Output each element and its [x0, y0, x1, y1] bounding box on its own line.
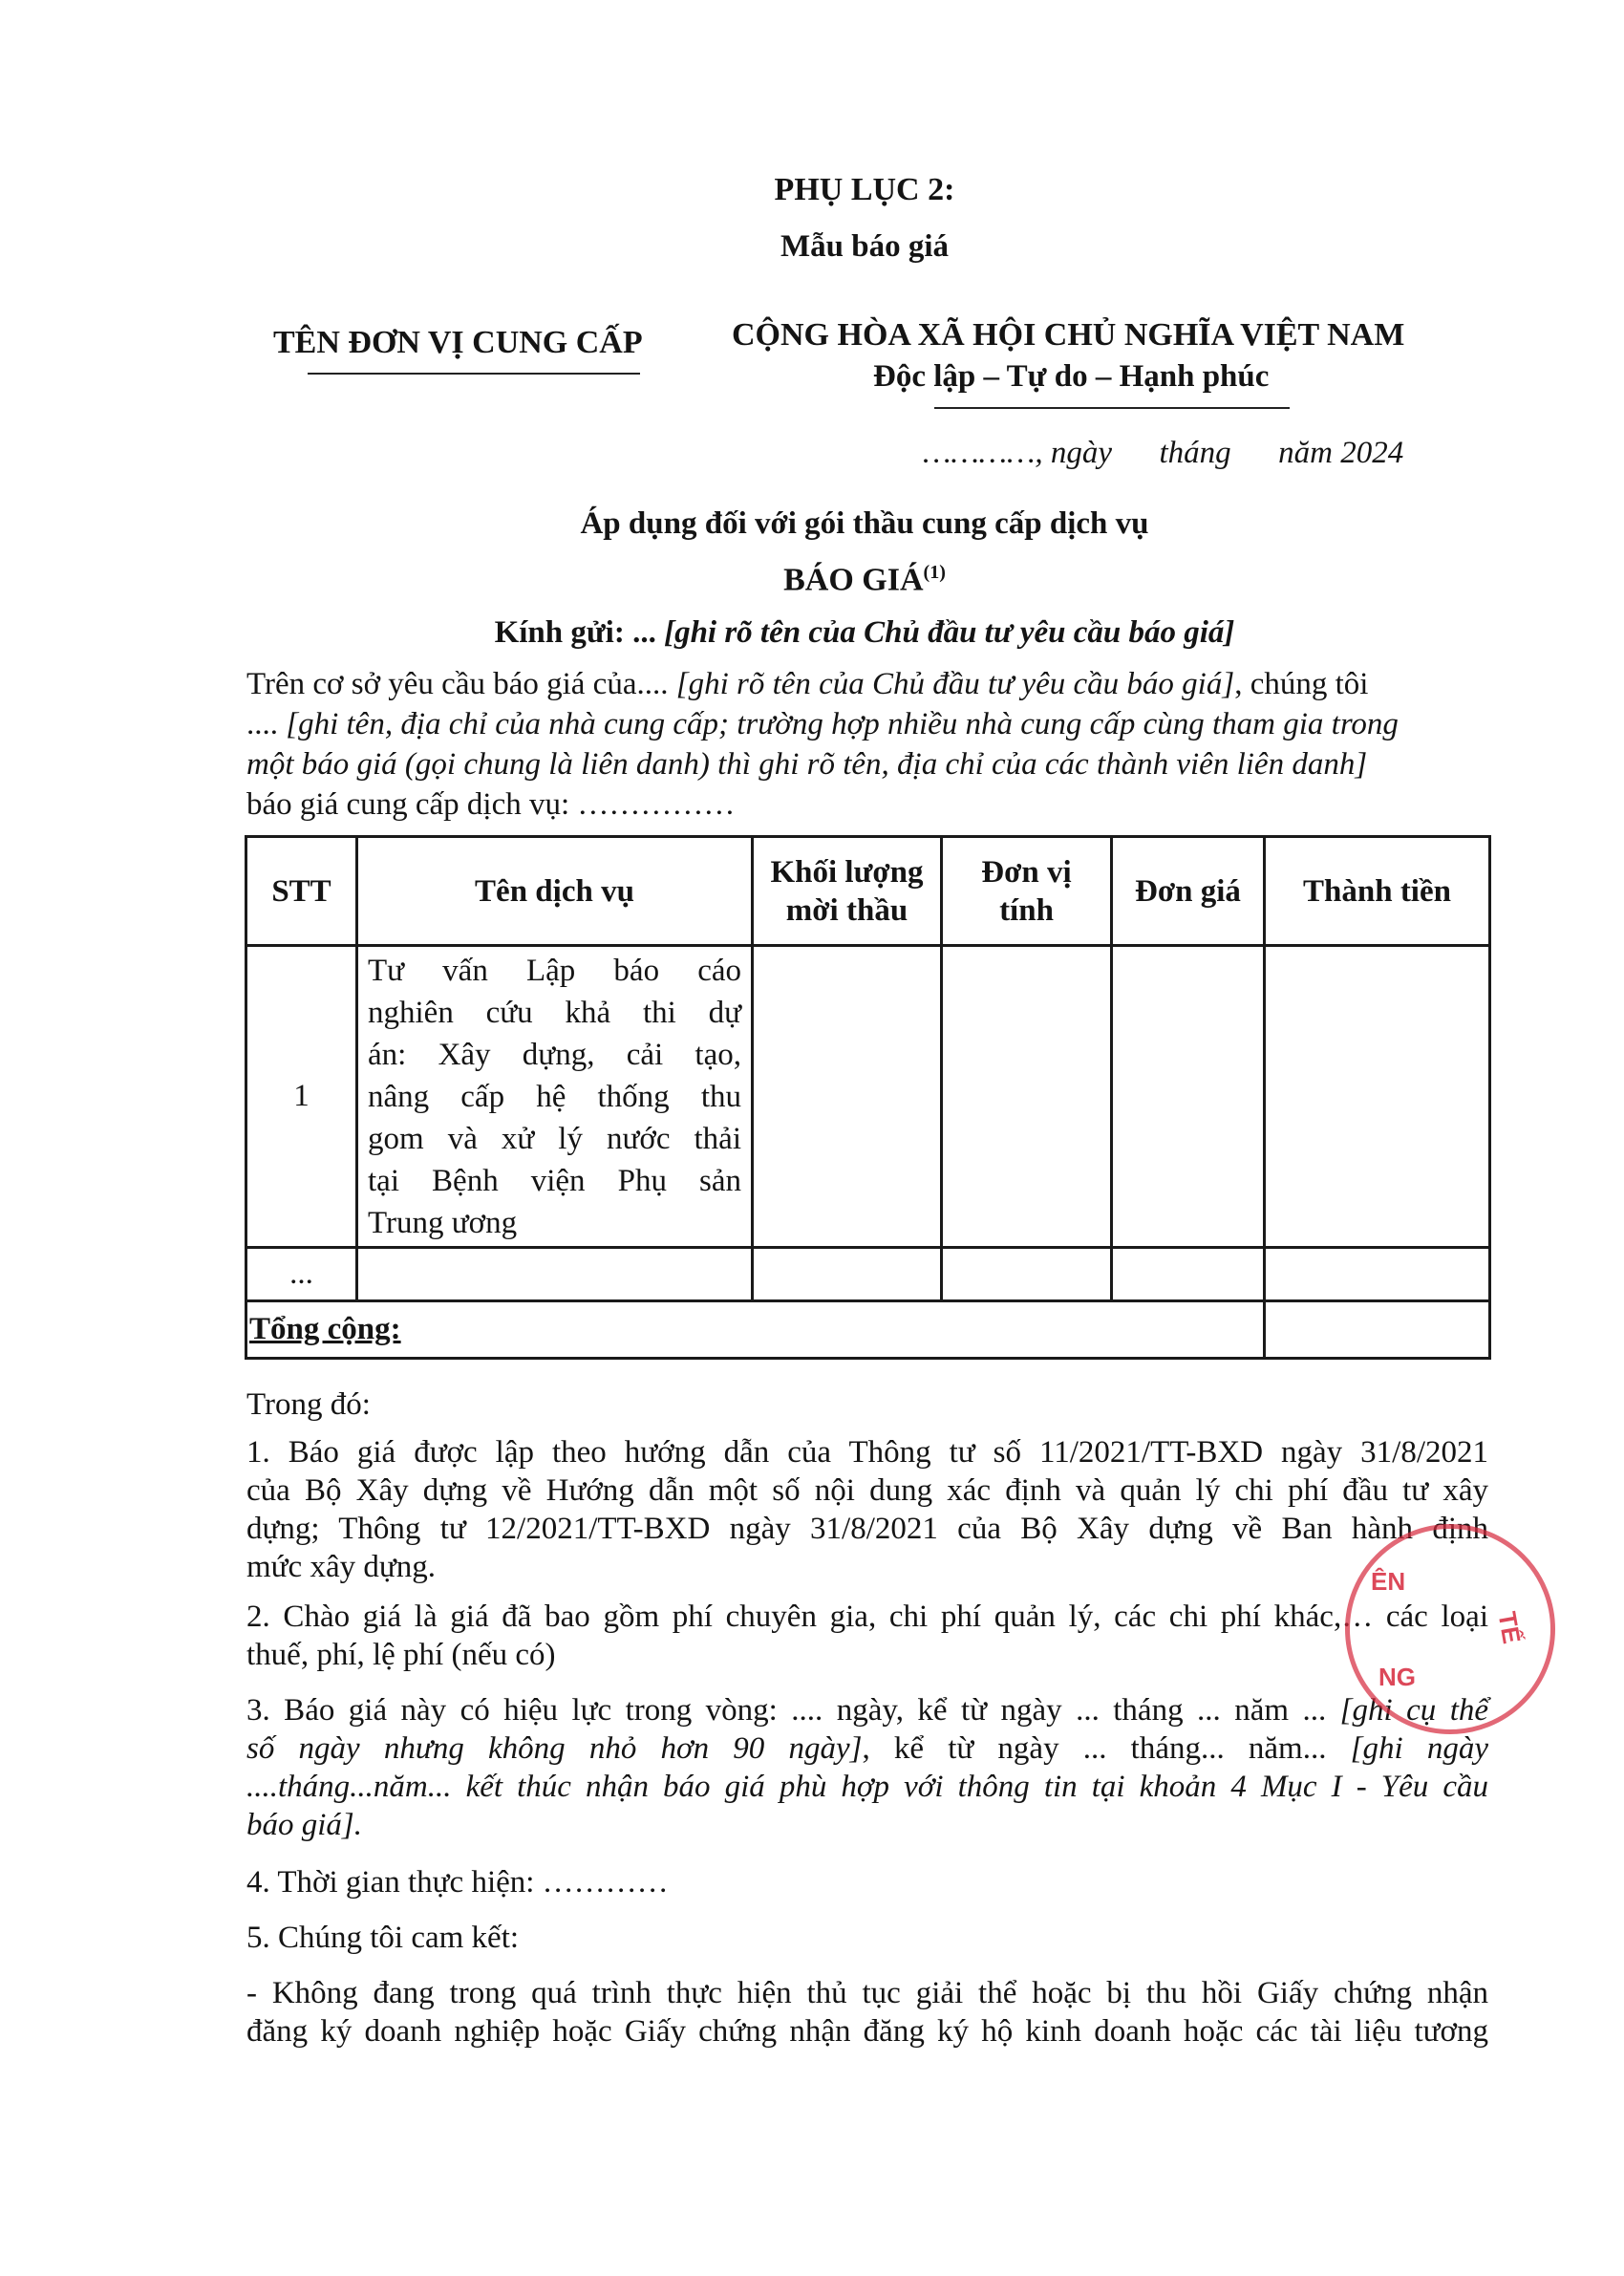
note-3-text-a: 3. Báo giá này có hiệu lực trong vòng: .... ngày, kể từ ngày ... tháng ... năm ... — [246, 1693, 1340, 1728]
recipient-label: Kính gửi: ... — [494, 615, 656, 650]
recipient-note: [ghi rõ tên của Chủ đầu tư yêu cầu báo giá] — [655, 615, 1235, 650]
row-quantity — [753, 946, 942, 1248]
intro-line-4: báo giá cung cấp dịch vụ: …………… — [246, 787, 736, 822]
row-amount — [1265, 1248, 1490, 1301]
stamp-text-2: NG — [1378, 1663, 1416, 1691]
footnote-mark: (1) — [923, 562, 946, 583]
row-unit-price — [1112, 946, 1265, 1248]
intro-line-2 — [246, 705, 1399, 743]
motto-underline — [934, 407, 1290, 409]
row-stt: 1 — [246, 946, 357, 1248]
row-unit — [942, 1248, 1112, 1301]
total-label: Tổng cộng: — [246, 1301, 1265, 1359]
quote-title — [0, 562, 1624, 598]
service-line-4: nâng cấp hệ thống thu — [368, 1079, 741, 1114]
commitment-line-1: - Không đang trong quá trình thực hiện thủ tục giải thể hoặc bị thu hồi Giấy chứng nhận — [246, 1976, 1488, 2010]
note-2-line-2: thuế, phí, lệ phí (nếu có) — [246, 1638, 556, 1672]
quote-title-text: BÁO GIÁ — [783, 562, 924, 598]
service-line-3: án: Xây dựng, cải tạo, — [368, 1037, 741, 1072]
appendix-title: PHỤ LỤC 2: — [774, 172, 955, 207]
header-stt: STT — [246, 837, 357, 946]
republic-title: CỘNG HÒA XÃ HỘI CHỦ NGHĨA VIỆT NAM — [732, 317, 1405, 353]
note-5: 5. Chúng tôi cam kết: — [246, 1921, 520, 1955]
recipient-line — [0, 615, 1624, 651]
note-3-line-4: báo giá]. — [246, 1808, 363, 1842]
header-unit-price: Đơn giá — [1112, 837, 1265, 946]
intro-note-b: [ghi tên, địa chỉ của nhà cung cấp; trường hợp nhiều nhà cung cấp cùng tham gia trong — [286, 707, 1399, 741]
intro-text-a: Trên cơ sở yêu cầu báo giá của.... — [246, 667, 676, 701]
note-1-line-4: mức xây dựng. — [246, 1550, 436, 1584]
intro-note-a: [ghi rõ tên của Chủ đầu tư yêu cầu báo giá] — [675, 667, 1235, 701]
appendix-subtitle: Mẫu báo giá — [780, 229, 950, 264]
stamp-text-1: ÊN — [1371, 1567, 1406, 1596]
header-service: Tên dịch vụ — [357, 837, 753, 946]
service-line-1: Tư vấn Lập báo cáo — [368, 953, 741, 988]
row-stt: ... — [246, 1248, 357, 1301]
table-header-row — [246, 837, 1490, 946]
date-line: …………, ngày tháng năm 2024 — [923, 436, 1404, 470]
service-line-5: gom và xử lý nước thải — [368, 1121, 741, 1156]
intro-text-c: .... — [246, 707, 287, 741]
table-total-row — [246, 1301, 1490, 1359]
row-unit — [942, 946, 1112, 1248]
supplier-name: TÊN ĐƠN VỊ CUNG CẤP — [273, 325, 643, 360]
row-amount — [1265, 946, 1490, 1248]
header-unit: Đơn vị tính — [942, 837, 1112, 946]
note-3-line-2 — [246, 1729, 1488, 1768]
note-3-line-1 — [246, 1691, 1488, 1729]
note-3-italic-a: [ghi cụ thể — [1339, 1693, 1489, 1728]
intro-text-b: , chúng tôi — [1234, 667, 1369, 701]
header-amount: Thành tiền — [1265, 837, 1490, 946]
service-line-2: nghiên cứu khả thi dự — [368, 995, 741, 1030]
row-service — [357, 946, 753, 1248]
motto: Độc lập – Tự do – Hạnh phúc — [873, 359, 1270, 394]
table-row — [246, 946, 1490, 1248]
row-quantity — [753, 1248, 942, 1301]
supplier-underline — [308, 373, 640, 375]
note-3-italic-b: số ngày nhưng không nhỏ hơn 90 ngày] — [246, 1731, 863, 1766]
apply-note: Áp dụng đối với gói thầu cung cấp dịch vụ — [580, 506, 1149, 541]
note-1-line-3: dựng; Thông tư 12/2021/TT-BXD ngày 31/8/2021 của Bộ Xây dựng về Ban hành định — [246, 1512, 1488, 1546]
total-amount — [1265, 1301, 1490, 1359]
note-3-line-3: ....tháng...năm... kết thúc nhận báo giá phù hợp với thông tin tại khoản 4 Mục I - Yêu cầu — [246, 1770, 1488, 1804]
row-service — [357, 1248, 753, 1301]
commitment-line-2: đăng ký doanh nghiệp hoặc Giấy chứng nhận đăng ký hộ kinh doanh hoặc các tài liệu tương — [246, 2014, 1488, 2049]
note-3-text-b: , kể từ ngày ... tháng... năm... — [862, 1731, 1351, 1766]
company-stamp — [1345, 1524, 1555, 1734]
quote-table — [245, 835, 1491, 1360]
header-quantity: Khối lượng mời thầu — [753, 837, 942, 946]
note-4: 4. Thời gian thực hiện: ………… — [246, 1865, 669, 1900]
service-line-6: tại Bệnh viện Phụ sản — [368, 1163, 741, 1198]
note-2-line-1: 2. Chào giá là giá đã bao gồm phí chuyên gia, chi phí quản lý, các chi phí khác,… các loại — [246, 1600, 1488, 1634]
stamp-text-3: TẾ — [1492, 1609, 1527, 1646]
note-1-line-1: 1. Báo giá được lập theo hướng dẫn của Thông tư số 11/2021/TT-BXD ngày 31/8/2021 — [246, 1435, 1488, 1470]
service-line-7: Trung ương — [368, 1205, 518, 1240]
table-row — [246, 1248, 1490, 1301]
note-3-italic-c: [ghi ngày — [1350, 1731, 1488, 1766]
note-1-line-2: của Bộ Xây dựng về Hướng dẫn một số nội dung xác định và quản lý chi phí đầu tư xây — [246, 1473, 1488, 1508]
notes-intro: Trong đó: — [246, 1387, 371, 1422]
row-unit-price — [1112, 1248, 1265, 1301]
intro-line-3: một báo giá (gọi chung là liên danh) thì ghi rõ tên, địa chỉ của các thành viên liên danh] — [246, 747, 1368, 782]
intro-line-1 — [246, 665, 1368, 703]
